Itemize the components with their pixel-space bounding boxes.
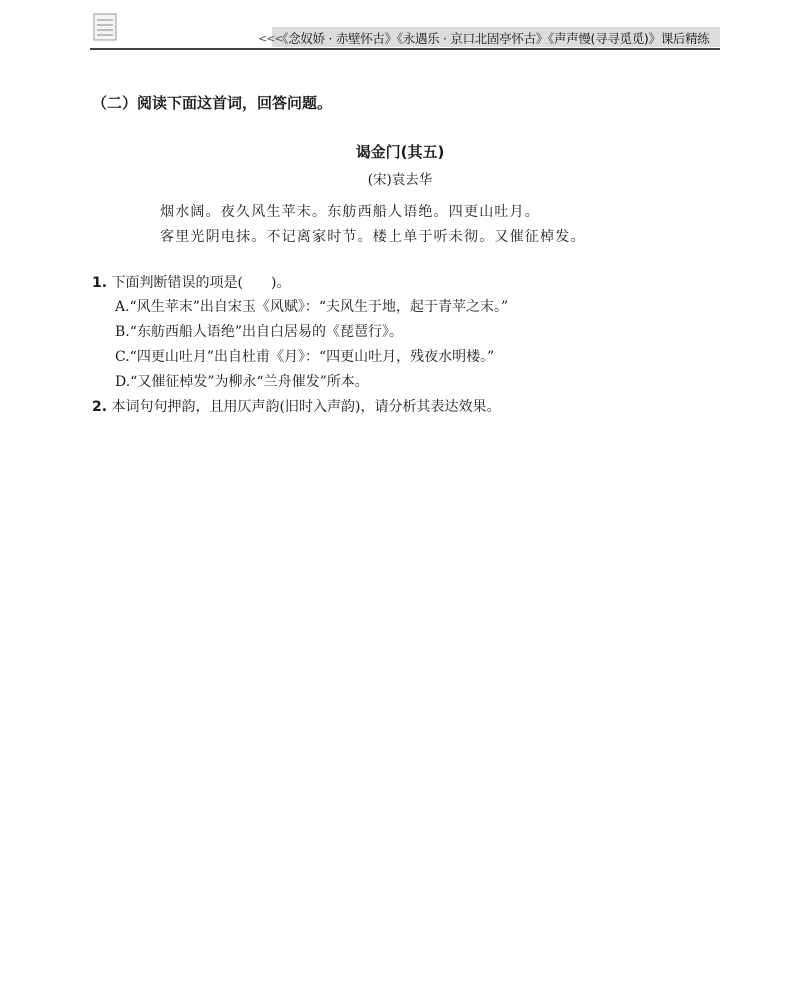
question-number: 1.	[92, 275, 108, 291]
header-chevrons-icon: <<<	[258, 32, 283, 45]
poem-line: 烟水阔。夜久风生苹末。东舫西船人语绝。四更山吐月。	[160, 204, 540, 220]
section-heading: （二）阅读下面这首词，回答问题。	[92, 94, 333, 112]
header-title: 《念奴娇 · 赤壁怀古》《永遇乐 · 京口北固亭怀古》《声声慢(寻寻觅觅)》课后精练	[276, 31, 710, 46]
option-d: D.“又催征棹发”为柳永“兰舟催发”所本。	[115, 374, 369, 390]
poem-title: 谒金门(其五)	[355, 143, 445, 161]
book-logo-icon	[92, 12, 120, 44]
poem-author: (宋)袁去华	[367, 172, 433, 188]
question-1	[92, 272, 290, 292]
option-a: A.“风生苹末”出自宋玉《风赋》：“夫风生于地，起于青苹之末。”	[115, 299, 509, 315]
question-text: 本词句句押韵，且用仄声韵(旧时入声韵)，请分析其表达效果。	[111, 399, 501, 415]
question-text: 下面判断错误的项是( )。	[111, 275, 291, 291]
question-number: 2.	[92, 399, 108, 415]
option-c: C.“四更山吐月”出自杜甫《月》：“四更山吐月，残夜水明楼。”	[115, 349, 495, 365]
option-b: B.“东舫西船人语绝”出自白居易的《琵琶行》。	[115, 324, 404, 340]
poem-line: 客里光阴电抹。不记离家时节。楼上单于听未彻。又催征棹发。	[160, 229, 586, 245]
question-2	[92, 396, 500, 416]
